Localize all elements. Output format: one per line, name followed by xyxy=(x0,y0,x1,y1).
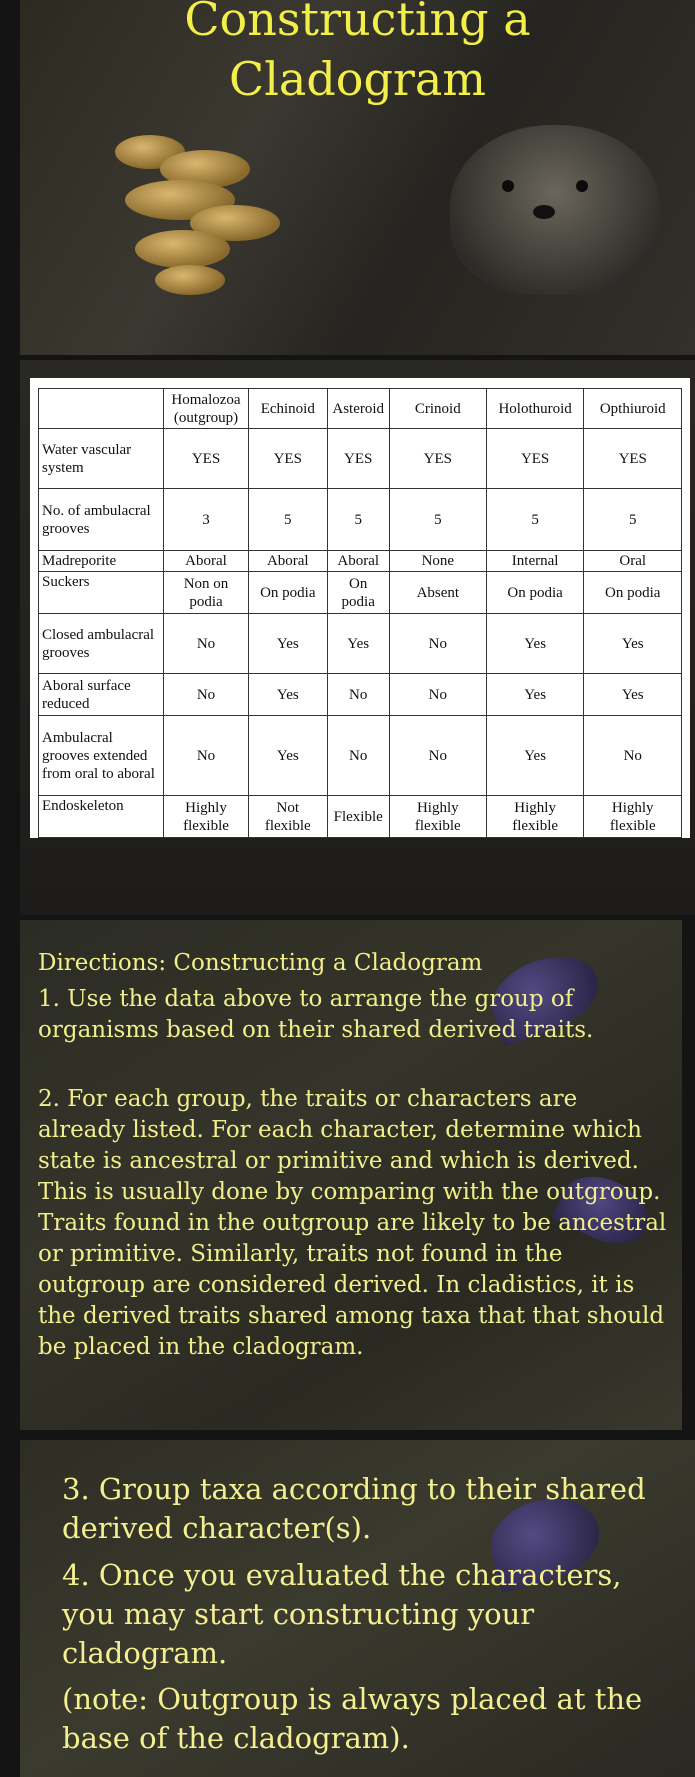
column-header: Holothuroid xyxy=(486,389,584,429)
mushroom-image xyxy=(155,265,225,295)
page-title-line-1: Constructing a xyxy=(184,0,531,46)
table-cell: Oral xyxy=(584,551,682,572)
column-header: Crinoid xyxy=(389,389,486,429)
table-cell: No xyxy=(584,716,682,796)
row-header: Closed ambulacral grooves xyxy=(39,614,164,674)
table-cell: Absent xyxy=(389,572,486,614)
column-header: Homalozoa (outgroup) xyxy=(164,389,249,429)
otter-nose xyxy=(533,205,555,219)
table-cell: Highly flexible xyxy=(584,796,682,838)
table-cell: 5 xyxy=(486,489,584,551)
title-panel xyxy=(20,0,695,355)
otter-image xyxy=(450,125,660,295)
column-header: Asteroid xyxy=(327,389,389,429)
table-cell: Yes xyxy=(249,716,328,796)
table-cell: 5 xyxy=(327,489,389,551)
table-cell: Yes xyxy=(584,614,682,674)
table-cell: Yes xyxy=(327,614,389,674)
direction-step-4: 4. Once you evaluated the characters, you may start constructing your cladogram. xyxy=(62,1558,622,1670)
table-cell: Highly flexible xyxy=(164,796,249,838)
table-cell: YES xyxy=(327,429,389,489)
table-cell: Aboral xyxy=(327,551,389,572)
table-cell: Yes xyxy=(486,716,584,796)
table-cell: No xyxy=(389,614,486,674)
directions-panel xyxy=(20,920,682,1430)
table-row xyxy=(39,796,682,838)
directions-heading: Directions: Constructing a Cladogram xyxy=(38,950,483,976)
row-header: Aboral surface reduced xyxy=(39,674,164,716)
table-cell: No xyxy=(164,716,249,796)
table-row xyxy=(39,572,682,614)
row-header: Suckers xyxy=(39,572,164,614)
table-cell: Yes xyxy=(584,674,682,716)
table-cell: No xyxy=(327,674,389,716)
column-header: Echinoid xyxy=(249,389,328,429)
table-cell: Highly flexible xyxy=(389,796,486,838)
table-cell: 5 xyxy=(249,489,328,551)
table-cell: YES xyxy=(249,429,328,489)
row-header: Madreporite xyxy=(39,551,164,572)
table-row xyxy=(39,429,682,489)
mushroom-image xyxy=(135,230,230,268)
table-row xyxy=(39,674,682,716)
table-cell: Yes xyxy=(249,614,328,674)
table-cell: Yes xyxy=(486,674,584,716)
table-cell: No xyxy=(389,674,486,716)
table-cell: 5 xyxy=(584,489,682,551)
direction-step-2: 2. For each group, the traits or characters are already listed. For each character, determine which state is ancestral or primitive and which is derived. This is usually done by comparing with the outgroup. Traits found in the outgroup are likely to be ancestral or primitive. Similarly, traits not found in the outgroup are considered derived. In cladistics, it is the derived traits shared among taxa that that should be placed in the cladogram. xyxy=(38,1086,667,1360)
table-cell: Non on podia xyxy=(164,572,249,614)
table-cell: Aboral xyxy=(249,551,328,572)
table-cell: No xyxy=(164,614,249,674)
otter-eye xyxy=(576,180,588,192)
table-card xyxy=(30,378,690,838)
table-row xyxy=(39,614,682,674)
row-header: Water vascular system xyxy=(39,429,164,489)
direction-step-1: 1. Use the data above to arrange the group of organisms based on their shared derived traits. xyxy=(38,986,594,1043)
table-cell: On podia xyxy=(584,572,682,614)
table-header-row xyxy=(39,389,682,429)
table-cell: No xyxy=(327,716,389,796)
column-header xyxy=(39,389,164,429)
table-cell: 5 xyxy=(389,489,486,551)
table-cell: On podia xyxy=(327,572,389,614)
table-cell: YES xyxy=(486,429,584,489)
otter-eye xyxy=(502,180,514,192)
table-cell: No xyxy=(164,674,249,716)
table-cell: Not flexible xyxy=(249,796,328,838)
table-row xyxy=(39,716,682,796)
table-cell: No xyxy=(389,716,486,796)
table-cell: Highly flexible xyxy=(486,796,584,838)
table-cell: 3 xyxy=(164,489,249,551)
table-cell: Yes xyxy=(249,674,328,716)
row-header: No. of ambulacral grooves xyxy=(39,489,164,551)
column-header: Opthiuroid xyxy=(584,389,682,429)
directions-continued-panel xyxy=(20,1440,695,1777)
table-cell: On podia xyxy=(249,572,328,614)
table-row xyxy=(39,551,682,572)
table-cell: Yes xyxy=(486,614,584,674)
direction-step-3: 3. Group taxa according to their shared derived character(s). xyxy=(62,1472,646,1545)
page-title-line-2: Cladogram xyxy=(229,52,486,106)
direction-note: (note: Outgroup is always placed at the base of the cladogram). xyxy=(62,1682,643,1755)
row-header: Endoskeleton xyxy=(39,796,164,838)
table-cell: Aboral xyxy=(164,551,249,572)
table-cell: Internal xyxy=(486,551,584,572)
table-cell: Flexible xyxy=(327,796,389,838)
table-cell: YES xyxy=(389,429,486,489)
table-cell: None xyxy=(389,551,486,572)
table-row xyxy=(39,489,682,551)
table-cell: YES xyxy=(164,429,249,489)
table-cell: On podia xyxy=(486,572,584,614)
table-cell: YES xyxy=(584,429,682,489)
trait-table xyxy=(38,388,682,838)
row-header: Ambulacral grooves extended from oral to aboral xyxy=(39,716,164,796)
table-panel xyxy=(20,360,695,915)
